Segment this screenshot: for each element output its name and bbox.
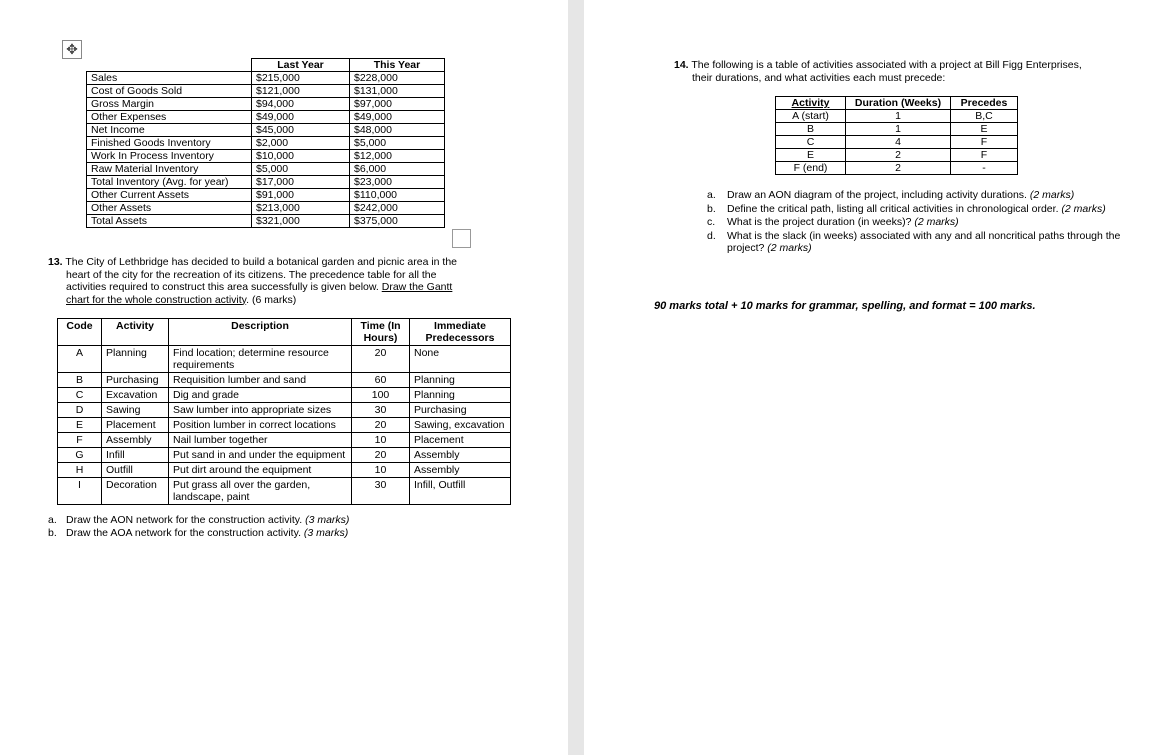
table-resize-icon[interactable]	[452, 229, 471, 248]
table-cell: $375,000	[350, 215, 445, 228]
table-cell: $2,000	[252, 137, 350, 150]
table-header: Time (In Hours)	[352, 319, 410, 346]
table-cell: Cost of Goods Sold	[87, 85, 252, 98]
table-cell: E	[951, 123, 1018, 136]
table-cell: C	[776, 136, 846, 149]
table-row	[87, 137, 445, 150]
table-cell: E	[58, 418, 102, 433]
sub-label: c.	[707, 216, 716, 228]
question-14-sub	[707, 216, 1127, 229]
table-row	[58, 388, 511, 403]
sub-marks: (2 marks)	[767, 242, 812, 254]
table-row	[87, 189, 445, 202]
table-header: Activity	[776, 97, 846, 110]
table-cell: Other Assets	[87, 202, 252, 215]
financial-table-body	[87, 72, 445, 228]
question-14	[674, 59, 1114, 84]
table-cell: Sawing, excavation	[410, 418, 511, 433]
question-13a	[48, 514, 349, 527]
table-cell: Other Expenses	[87, 111, 252, 124]
question-text-line	[48, 281, 488, 294]
sub-label: a.	[707, 189, 716, 201]
table-cell: $242,000	[350, 202, 445, 215]
table-cell: Position lumber in correct locations	[169, 418, 352, 433]
table-row	[87, 85, 445, 98]
table-row	[87, 98, 445, 111]
table-cell: Planning	[102, 346, 169, 373]
table-cell: 1	[846, 110, 951, 123]
table-cell: Assembly	[410, 448, 511, 463]
table-cell: F (end)	[776, 162, 846, 175]
table-cell: Sawing	[102, 403, 169, 418]
table-cell: 20	[352, 418, 410, 433]
table-cell: Infill	[102, 448, 169, 463]
table-cell: B,C	[951, 110, 1018, 123]
move-arrows-icon[interactable]: ✥	[62, 40, 82, 59]
activity-table-body	[58, 346, 511, 505]
table-row	[87, 176, 445, 189]
table-row	[87, 202, 445, 215]
table-row	[87, 215, 445, 228]
gantt-instruction: Draw the Gantt	[381, 281, 453, 293]
table-header: Last Year	[252, 59, 350, 72]
table-cell: 4	[846, 136, 951, 149]
table-cell: Put dirt around the equipment	[169, 463, 352, 478]
table-cell: $110,000	[350, 189, 445, 202]
table-cell: 30	[352, 403, 410, 418]
sub-text: Draw an AON diagram of the project, including activity durations.	[727, 189, 1030, 201]
question-number: 14.	[674, 59, 689, 71]
table-cell: 100	[352, 388, 410, 403]
table-cell: H	[58, 463, 102, 478]
table-cell: 30	[352, 478, 410, 505]
table-cell: C	[58, 388, 102, 403]
sub-body	[727, 203, 1106, 216]
financial-table	[86, 58, 445, 228]
question-text: The following is a table of activities associated with a project at Bill Figg Enterprises,	[691, 59, 1082, 71]
project-table-body	[776, 110, 1018, 175]
table-cell: Decoration	[102, 478, 169, 505]
table-cell: 20	[352, 346, 410, 373]
table-cell: $91,000	[252, 189, 350, 202]
table-cell: Other Current Assets	[87, 189, 252, 202]
table-row	[58, 418, 511, 433]
sub-label: b.	[707, 202, 716, 215]
table-cell: $5,000	[252, 163, 350, 176]
gantt-instruction: chart for the whole construction activity	[66, 293, 247, 306]
table-cell: None	[410, 346, 511, 373]
table-cell: $45,000	[252, 124, 350, 137]
table-cell: $49,000	[252, 111, 350, 124]
table-cell: 2	[846, 149, 951, 162]
table-cell: $94,000	[252, 98, 350, 111]
left-page	[0, 0, 568, 755]
table-cell: F	[58, 433, 102, 448]
sub-text: Draw the AON network for the construction activity.	[66, 514, 306, 526]
table-cell: Put grass all over the garden, landscape, paint	[169, 478, 352, 505]
table-cell: -	[951, 162, 1018, 175]
table-header: Duration (Weeks)	[846, 97, 951, 110]
table-cell: 10	[352, 463, 410, 478]
question-14-sub	[707, 230, 1127, 255]
table-cell: $23,000	[350, 176, 445, 189]
question-number: 13.	[48, 256, 63, 268]
sub-marks: (3 marks)	[303, 527, 349, 539]
table-row	[87, 124, 445, 137]
table-header	[87, 59, 252, 72]
table-row	[58, 433, 511, 448]
sub-label: b.	[48, 527, 57, 539]
table-cell: Planning	[410, 373, 511, 388]
table-row	[58, 403, 511, 418]
sub-text: Draw the AOA network for the construction activity.	[66, 527, 304, 539]
table-row	[58, 346, 511, 373]
table-header: Description	[169, 319, 352, 346]
question-text: activities required to construct this area successfully is given below.	[66, 281, 382, 293]
table-cell: Finished Goods Inventory	[87, 137, 252, 150]
question-14-sub	[707, 189, 1127, 202]
question-13b	[48, 527, 348, 540]
table-cell: Assembly	[102, 433, 169, 448]
table-header: Activity	[102, 319, 169, 346]
table-cell: Placement	[410, 433, 511, 448]
table-row	[58, 478, 511, 505]
table-header: Code	[58, 319, 102, 346]
table-cell: A (start)	[776, 110, 846, 123]
table-header: This Year	[350, 59, 445, 72]
table-cell: $48,000	[350, 124, 445, 137]
sub-marks: (2 marks)	[914, 216, 959, 228]
table-header: Precedes	[951, 97, 1018, 110]
question-text: heart of the city for the recreation of its citizens. The precedence table for all the	[66, 268, 437, 281]
table-cell: F	[951, 149, 1018, 162]
sub-body	[727, 216, 959, 229]
table-row	[87, 72, 445, 85]
table-cell: Purchasing	[410, 403, 511, 418]
table-cell: 2	[846, 162, 951, 175]
table-row	[776, 110, 1018, 123]
table-cell: Raw Material Inventory	[87, 163, 252, 176]
table-cell: G	[58, 448, 102, 463]
question-14-sub	[707, 203, 1127, 216]
question-text: The City of Lethbridge has decided to build a botanical garden and picnic area in the	[65, 256, 458, 268]
table-cell: B	[58, 373, 102, 388]
table-cell: 60	[352, 373, 410, 388]
table-cell: Work In Process Inventory	[87, 150, 252, 163]
table-row	[776, 123, 1018, 136]
sub-body	[727, 230, 1127, 255]
sub-text: What is the project duration (in weeks)?	[727, 216, 915, 228]
question-text-line	[48, 294, 488, 307]
table-cell: $17,000	[252, 176, 350, 189]
table-row	[87, 150, 445, 163]
table-row	[87, 59, 445, 72]
table-cell: Net Income	[87, 124, 252, 137]
table-cell: Placement	[102, 418, 169, 433]
table-row	[87, 163, 445, 176]
table-row	[87, 111, 445, 124]
table-row	[776, 97, 1018, 110]
sub-marks: (3 marks)	[305, 514, 350, 526]
table-cell: Assembly	[410, 463, 511, 478]
table-cell: $228,000	[350, 72, 445, 85]
table-header: Immediate Predecessors	[410, 319, 511, 346]
table-cell: Sales	[87, 72, 252, 85]
table-cell: Requisition lumber and sand	[169, 373, 352, 388]
sub-label: d.	[707, 229, 716, 242]
table-cell: Dig and grade	[169, 388, 352, 403]
table-cell: A	[58, 346, 102, 373]
table-cell: D	[58, 403, 102, 418]
right-page	[584, 0, 1170, 755]
table-row	[58, 448, 511, 463]
table-cell: I	[58, 478, 102, 505]
table-cell: 20	[352, 448, 410, 463]
question-marks: . (6 marks)	[246, 293, 297, 306]
table-cell: B	[776, 123, 846, 136]
table-cell: $321,000	[252, 215, 350, 228]
table-cell: Planning	[410, 388, 511, 403]
table-cell: $97,000	[350, 98, 445, 111]
sub-body	[727, 189, 1074, 202]
project-table	[775, 96, 1018, 175]
activity-table	[57, 318, 511, 505]
sub-text: Define the critical path, listing all critical activities in chronological order.	[727, 202, 1062, 215]
table-cell: Total Assets	[87, 215, 252, 228]
table-cell: Outfill	[102, 463, 169, 478]
table-cell: 10	[352, 433, 410, 448]
table-cell: $6,000	[350, 163, 445, 176]
table-row	[776, 162, 1018, 175]
table-cell: E	[776, 149, 846, 162]
table-cell: Infill, Outfill	[410, 478, 511, 505]
table-cell: Saw lumber into appropriate sizes	[169, 403, 352, 418]
table-row	[776, 149, 1018, 162]
sub-label: a.	[48, 514, 57, 526]
question-13	[48, 256, 488, 306]
table-cell: $49,000	[350, 111, 445, 124]
table-cell: $213,000	[252, 202, 350, 215]
table-cell: $12,000	[350, 150, 445, 163]
table-cell: F	[951, 136, 1018, 149]
table-row	[58, 463, 511, 478]
table-cell: Excavation	[102, 388, 169, 403]
table-cell: Total Inventory (Avg. for year)	[87, 176, 252, 189]
sub-text: What is the slack (in weeks) associated with any and all noncritical paths through the project?	[727, 229, 1121, 254]
table-row	[776, 136, 1018, 149]
table-cell: $215,000	[252, 72, 350, 85]
sub-marks: (2 marks)	[1029, 189, 1075, 201]
table-cell: Nail lumber together	[169, 433, 352, 448]
table-row	[58, 373, 511, 388]
table-cell: $5,000	[350, 137, 445, 150]
table-cell: Put sand in and under the equipment	[169, 448, 352, 463]
table-cell: Purchasing	[102, 373, 169, 388]
table-cell: $131,000	[350, 85, 445, 98]
table-row	[58, 319, 511, 346]
table-cell: 1	[846, 123, 951, 136]
question-text: their durations, and what activities each must precede:	[692, 71, 946, 84]
table-cell: $10,000	[252, 150, 350, 163]
total-marks: 90 marks total + 10 marks for grammar, spelling, and format = 100 marks.	[654, 300, 1036, 312]
table-cell: $121,000	[252, 85, 350, 98]
question-14-subparts	[707, 189, 1127, 256]
table-cell: Gross Margin	[87, 98, 252, 111]
sub-marks: (2 marks)	[1061, 202, 1106, 215]
table-cell: Find location; determine resource requirements	[169, 346, 352, 373]
